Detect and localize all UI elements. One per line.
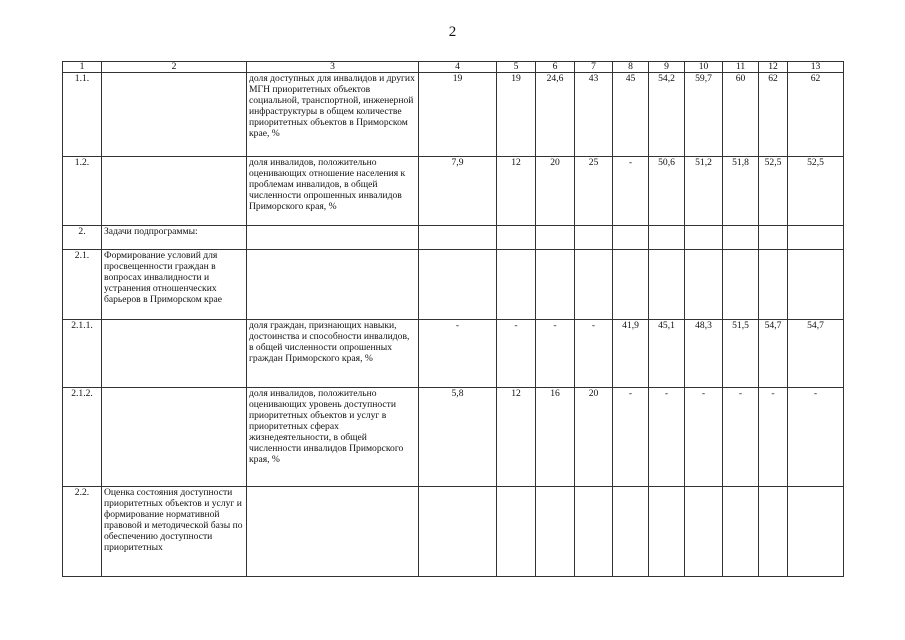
row-code: 2.1.1. xyxy=(63,320,102,388)
row-value: 20 xyxy=(575,388,613,487)
column-header: 9 xyxy=(649,62,685,73)
row-value xyxy=(419,250,497,320)
row-value xyxy=(497,226,536,250)
table-row xyxy=(63,487,844,577)
header-row xyxy=(63,62,844,73)
row-code: 2.1. xyxy=(63,250,102,320)
row-value: - xyxy=(723,388,759,487)
table-row xyxy=(63,320,844,388)
row-task xyxy=(102,73,247,157)
row-indicator: доля инвалидов, положительно оценивающих отношение населения к проблемам инвалидов, в общей численности опрошенных инвалидов Приморского края, % xyxy=(247,157,419,226)
row-value xyxy=(536,250,575,320)
row-value: 45 xyxy=(613,73,649,157)
row-value xyxy=(649,487,685,577)
table-row xyxy=(63,250,844,320)
row-code: 2.1.2. xyxy=(63,388,102,487)
table-row xyxy=(63,226,844,250)
row-code: 1.2. xyxy=(63,157,102,226)
row-value xyxy=(613,226,649,250)
row-value xyxy=(759,250,788,320)
row-value xyxy=(759,487,788,577)
row-task xyxy=(102,320,247,388)
row-value: 60 xyxy=(723,73,759,157)
row-value xyxy=(723,250,759,320)
row-value: - xyxy=(759,388,788,487)
row-value xyxy=(575,487,613,577)
row-value: 45,1 xyxy=(649,320,685,388)
row-value: 25 xyxy=(575,157,613,226)
row-task: Формирование условий для просвещенности граждан в вопросах инвалидности и устранения отношенческих барьеров в Приморском крае xyxy=(102,250,247,320)
row-code: 2. xyxy=(63,226,102,250)
row-value: 52,5 xyxy=(788,157,844,226)
row-value: 54,7 xyxy=(759,320,788,388)
row-code: 1.1. xyxy=(63,73,102,157)
row-value: - xyxy=(613,388,649,487)
column-header: 13 xyxy=(788,62,844,73)
row-value: - xyxy=(685,388,723,487)
row-task: Оценка состояния доступности приоритетных объектов и услуг и формирование нормативной правовой и методической базы по обеспечению доступности приоритетных xyxy=(102,487,247,577)
column-header: 5 xyxy=(497,62,536,73)
row-value xyxy=(723,487,759,577)
row-indicator xyxy=(247,250,419,320)
column-header: 2 xyxy=(102,62,247,73)
table-row xyxy=(63,73,844,157)
row-value: 51,8 xyxy=(723,157,759,226)
indicators-table xyxy=(62,61,844,577)
row-value: 52,5 xyxy=(759,157,788,226)
row-indicator: доля граждан, признающих навыки, достоинства и способности инвалидов, в общей численности опрошенных граждан Приморского края, % xyxy=(247,320,419,388)
row-value xyxy=(649,226,685,250)
row-value: 51,5 xyxy=(723,320,759,388)
row-value: 7,9 xyxy=(419,157,497,226)
row-value: - xyxy=(788,388,844,487)
row-value: 19 xyxy=(419,73,497,157)
row-value xyxy=(788,250,844,320)
row-value xyxy=(788,226,844,250)
row-task xyxy=(102,157,247,226)
column-header: 4 xyxy=(419,62,497,73)
row-value: 12 xyxy=(497,157,536,226)
row-value xyxy=(685,250,723,320)
page-number: 2 xyxy=(448,24,457,40)
row-task xyxy=(102,388,247,487)
row-value: - xyxy=(497,320,536,388)
row-value xyxy=(575,250,613,320)
column-header: 10 xyxy=(685,62,723,73)
row-value xyxy=(788,487,844,577)
row-value: 62 xyxy=(759,73,788,157)
row-value: 48,3 xyxy=(685,320,723,388)
row-value xyxy=(536,226,575,250)
row-value: - xyxy=(575,320,613,388)
row-value xyxy=(685,487,723,577)
row-indicator: доля инвалидов, положительно оценивающих уровень доступности приоритетных объектов и услуг в приоритетных сферах жизнедеятельности, в общей численности инвалидов Приморского края, % xyxy=(247,388,419,487)
row-value xyxy=(613,487,649,577)
column-header: 12 xyxy=(759,62,788,73)
table-row xyxy=(63,388,844,487)
row-value xyxy=(419,487,497,577)
row-value xyxy=(649,250,685,320)
row-value: 12 xyxy=(497,388,536,487)
row-code: 2.2. xyxy=(63,487,102,577)
row-value: 20 xyxy=(536,157,575,226)
row-value: 19 xyxy=(497,73,536,157)
row-value: - xyxy=(613,157,649,226)
row-value: - xyxy=(536,320,575,388)
row-value: 5,8 xyxy=(419,388,497,487)
row-value xyxy=(613,250,649,320)
row-value: 16 xyxy=(536,388,575,487)
row-value xyxy=(497,250,536,320)
row-value: 59,7 xyxy=(685,73,723,157)
row-value: - xyxy=(649,388,685,487)
row-value xyxy=(575,226,613,250)
row-value xyxy=(685,226,723,250)
row-value: 24,6 xyxy=(536,73,575,157)
row-indicator: доля доступных для инвалидов и других МГН приоритетных объектов социальной, транспортной, инженерной инфраструктуры в общем количестве приоритетных объектов в Приморском крае, % xyxy=(247,73,419,157)
column-header: 1 xyxy=(63,62,102,73)
row-task: Задачи подпрограммы: xyxy=(102,226,247,250)
row-indicator xyxy=(247,487,419,577)
row-value: - xyxy=(419,320,497,388)
row-value xyxy=(536,487,575,577)
row-value xyxy=(723,226,759,250)
row-value: 54,2 xyxy=(649,73,685,157)
row-value: 43 xyxy=(575,73,613,157)
column-header: 8 xyxy=(613,62,649,73)
row-indicator xyxy=(247,226,419,250)
table-row xyxy=(63,157,844,226)
column-header: 11 xyxy=(723,62,759,73)
column-header: 6 xyxy=(536,62,575,73)
row-value: 51,2 xyxy=(685,157,723,226)
column-header: 3 xyxy=(247,62,419,73)
row-value: 41,9 xyxy=(613,320,649,388)
row-value: 54,7 xyxy=(788,320,844,388)
column-header: 7 xyxy=(575,62,613,73)
row-value xyxy=(759,226,788,250)
row-value: 62 xyxy=(788,73,844,157)
row-value: 50,6 xyxy=(649,157,685,226)
row-value xyxy=(419,226,497,250)
row-value xyxy=(497,487,536,577)
